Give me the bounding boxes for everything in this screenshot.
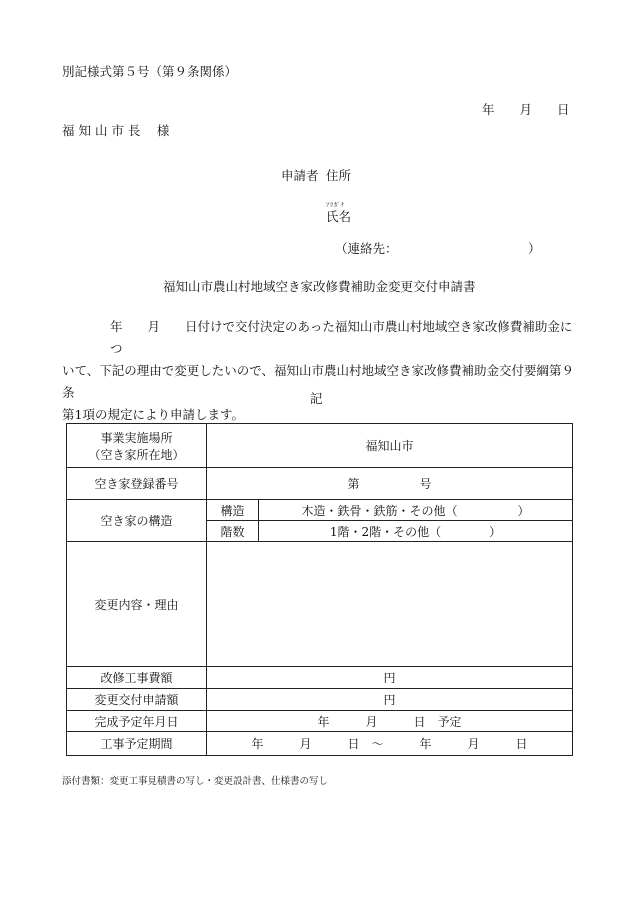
change-label: 変更内容・理由: [67, 542, 207, 667]
body-line-1: 年 月 日付けで交付決定のあった福知山市農山村地域空き家改修費補助金につ: [110, 319, 573, 356]
attachments-note: 添付書類：変更工事見積書の写し・変更設計書、仕様書の写し: [62, 776, 329, 787]
contact-open: （連絡先：: [335, 241, 398, 256]
change-amount-label: 変更交付申請額: [67, 689, 207, 711]
structure-label: 空き家の構造: [67, 500, 207, 542]
body-paragraph: [62, 316, 574, 426]
applicant-label: 申請者: [281, 168, 319, 183]
name-label: 氏名: [326, 209, 352, 224]
table-row: [67, 689, 573, 711]
site-value[interactable]: 福知山市: [207, 424, 573, 468]
reg-value[interactable]: 第 号: [207, 468, 573, 500]
site-label-line-1: 事業実施場所: [100, 430, 173, 445]
change-content-field[interactable]: [207, 542, 573, 667]
table-row: [67, 500, 573, 521]
address-label: 住所: [326, 168, 352, 183]
contact-close: ）: [528, 241, 541, 256]
table-row: [67, 732, 573, 756]
form-number: 別記様式第５号（第９条関係）: [62, 64, 238, 79]
body-line-3: 第1項の規定により申請します。: [62, 407, 244, 422]
table-row: [67, 711, 573, 732]
application-table: [66, 423, 573, 756]
period-field[interactable]: 年 月 日 ～ 年 月 日: [207, 732, 573, 756]
period-label: 工事予定期間: [67, 732, 207, 756]
ki-label: 記: [310, 391, 323, 406]
construction-options[interactable]: 木造・鉄骨・鉄筋・その他（ ）: [259, 500, 573, 521]
construction-label: 構造: [207, 500, 259, 521]
body-line-2: いて、下記の理由で変更したいので、福知山市農山村地域空き家改修費補助金交付要綱第９条: [62, 363, 575, 400]
cost-label: 改修工事費額: [67, 667, 207, 689]
name-ruby: ﾌﾘｶﾞﾅ: [326, 202, 346, 209]
cost-field[interactable]: 円: [207, 667, 573, 689]
date-line: 年 月 日: [482, 102, 570, 117]
floors-label: 階数: [207, 521, 259, 542]
table-row: [67, 424, 573, 468]
document-title: 福知山市農山村地域空き家改修費補助金変更交付申請書: [163, 279, 476, 294]
site-label-line-2: （空き家所在地）: [88, 447, 185, 462]
floors-options[interactable]: 1階・2階・その他（ ）: [259, 521, 573, 542]
table-row: [67, 542, 573, 667]
site-label-cell: [67, 424, 207, 468]
table-row: [67, 468, 573, 500]
change-amount-field[interactable]: 円: [207, 689, 573, 711]
reg-label: 空き家登録番号: [67, 468, 207, 500]
completion-label: 完成予定年月日: [67, 711, 207, 732]
addressee: 福 知 山 市 長 様: [62, 123, 170, 138]
completion-field[interactable]: 年 月 日 予定: [207, 711, 573, 732]
table-row: [67, 667, 573, 689]
